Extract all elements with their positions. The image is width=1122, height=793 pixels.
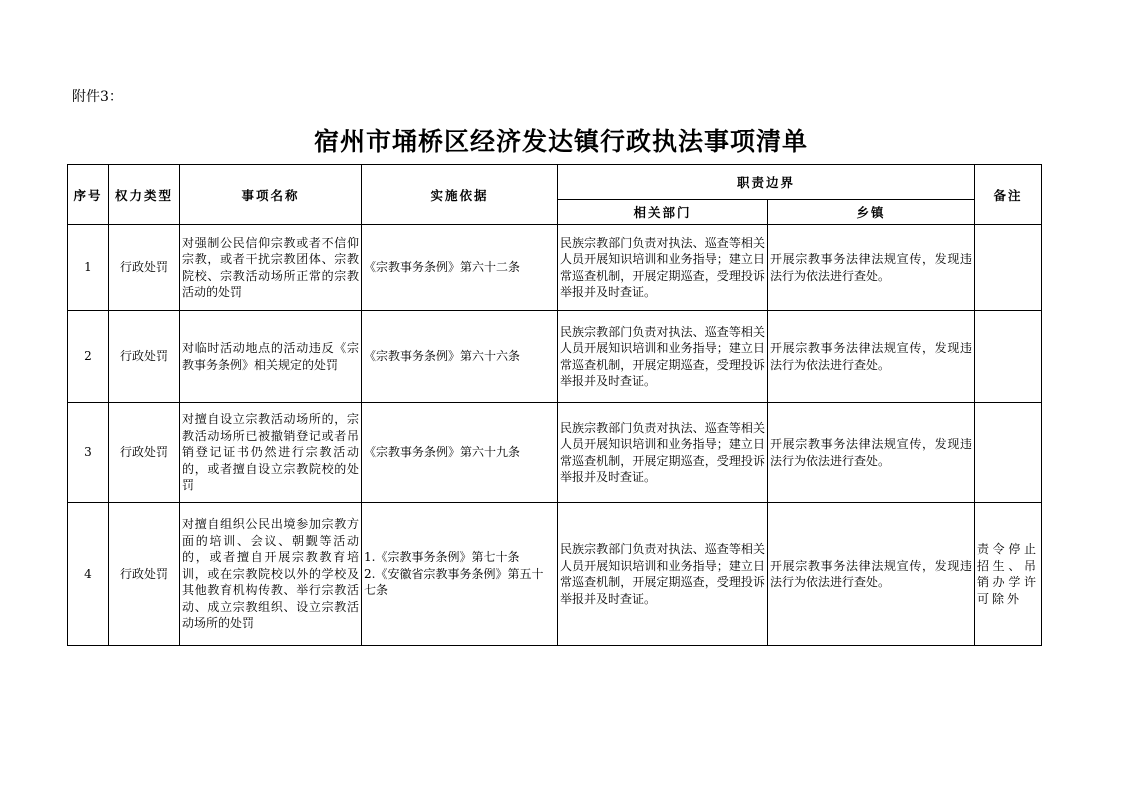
row-basis: 《宗教事务条例》第六十九条 bbox=[362, 403, 558, 503]
row-department: 民族宗教部门负责对执法、巡查等相关人员开展知识培训和业务指导；建立日常巡查机制，开展定期巡查，受理投诉举报并及时查证。 bbox=[558, 503, 768, 646]
row-remark bbox=[975, 403, 1042, 503]
row-seq: 1 bbox=[68, 225, 109, 311]
row-department: 民族宗教部门负责对执法、巡查等相关人员开展知识培训和业务指导；建立日常巡查机制，开展定期巡查，受理投诉举报并及时查证。 bbox=[558, 311, 768, 403]
row-type: 行政处罚 bbox=[109, 403, 180, 503]
row-basis-item-2: 2.《安徽省宗教事务条例》第五十七条 bbox=[364, 566, 544, 598]
row-basis-item-1: 1.《宗教事务条例》第七十条 bbox=[364, 550, 520, 565]
row-remark bbox=[975, 225, 1042, 311]
row-name: 对擅自组织公民出境参加宗教方面的培训、会议、朝觐等活动的，或者擅自开展宗教教育培训，或在宗教院校以外的学校及其他教育机构传教、举行宗教活动、成立宗教组织、设立宗教活动场所的处罚 bbox=[180, 503, 362, 646]
row-type: 行政处罚 bbox=[109, 311, 180, 403]
header-remark: 备注 bbox=[975, 165, 1042, 225]
header-boundary: 职责边界 bbox=[558, 165, 975, 200]
row-township: 开展宗教事务法律法规宣传，发现违法行为依法进行查处。 bbox=[768, 311, 975, 403]
attachment-label: 附件3： bbox=[72, 89, 123, 105]
document-title: 宿州市埇桥区经济发达镇行政执法事项清单 bbox=[313, 127, 808, 156]
row-basis: 《宗教事务条例》第六十二条 bbox=[362, 225, 558, 311]
row-type: 行政处罚 bbox=[109, 503, 180, 646]
table-row bbox=[68, 311, 1042, 403]
row-seq: 2 bbox=[68, 311, 109, 403]
row-type: 行政处罚 bbox=[109, 225, 180, 311]
row-name: 对擅自设立宗教活动场所的，宗教活动场所已被撤销登记或者吊销登记证书仍然进行宗教活动的，或者擅自设立宗教院校的处罚 bbox=[180, 403, 362, 503]
row-remark: 责令停止招生、吊销办学许可除外 bbox=[975, 503, 1042, 646]
table-row bbox=[68, 225, 1042, 311]
header-row bbox=[68, 165, 1042, 200]
row-township: 开展宗教事务法律法规宣传，发现违法行为依法进行查处。 bbox=[768, 225, 975, 311]
row-basis bbox=[362, 503, 558, 646]
header-power-type: 权力类型 bbox=[109, 165, 180, 225]
row-department: 民族宗教部门负责对执法、巡查等相关人员开展知识培训和业务指导；建立日常巡查机制，开展定期巡查，受理投诉举报并及时查证。 bbox=[558, 225, 768, 311]
row-township: 开展宗教事务法律法规宣传，发现违法行为依法进行查处。 bbox=[768, 403, 975, 503]
row-department: 民族宗教部门负责对执法、巡查等相关人员开展知识培训和业务指导；建立日常巡查机制，开展定期巡查，受理投诉举报并及时查证。 bbox=[558, 403, 768, 503]
header-township: 乡镇 bbox=[768, 200, 975, 225]
header-basis: 实施依据 bbox=[362, 165, 558, 225]
header-department: 相关部门 bbox=[558, 200, 768, 225]
row-name: 对强制公民信仰宗教或者不信仰宗教，或者干扰宗教团体、宗教院校、宗教活动场所正常的宗教活动的处罚 bbox=[180, 225, 362, 311]
row-seq: 3 bbox=[68, 403, 109, 503]
row-seq: 4 bbox=[68, 503, 109, 646]
enforcement-items-table bbox=[67, 164, 1042, 646]
table-row bbox=[68, 403, 1042, 503]
row-name: 对临时活动地点的活动违反《宗教事务条例》相关规定的处罚 bbox=[180, 311, 362, 403]
row-township: 开展宗教事务法律法规宣传，发现违法行为依法进行查处。 bbox=[768, 503, 975, 646]
header-item-name: 事项名称 bbox=[180, 165, 362, 225]
header-seq: 序号 bbox=[68, 165, 109, 225]
row-basis: 《宗教事务条例》第六十六条 bbox=[362, 311, 558, 403]
row-remark bbox=[975, 311, 1042, 403]
table-row bbox=[68, 503, 1042, 646]
